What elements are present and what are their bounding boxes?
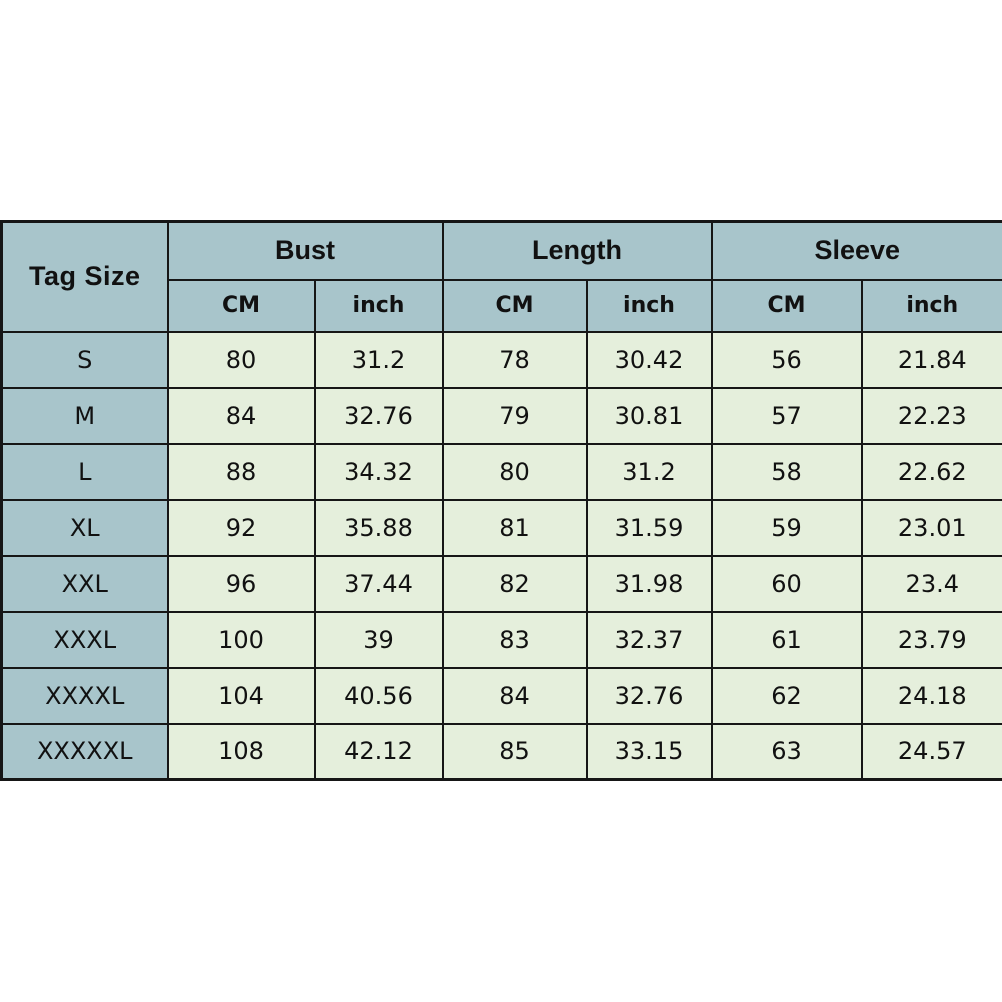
table-body bbox=[2, 332, 1002, 780]
table-header bbox=[2, 222, 1002, 332]
value-cell: 32.76 bbox=[587, 668, 712, 724]
value-cell: 88 bbox=[168, 444, 315, 500]
value-cell: 84 bbox=[443, 668, 587, 724]
size-cell: XL bbox=[2, 500, 168, 556]
value-cell: 23.01 bbox=[862, 500, 1002, 556]
value-cell: 62 bbox=[712, 668, 862, 724]
value-cell: 21.84 bbox=[862, 332, 1002, 388]
value-cell: 83 bbox=[443, 612, 587, 668]
value-cell: 104 bbox=[168, 668, 315, 724]
value-cell: 34.32 bbox=[315, 444, 443, 500]
value-cell: 85 bbox=[443, 724, 587, 780]
sub-header-length-cm: CM bbox=[443, 280, 587, 332]
value-cell: 92 bbox=[168, 500, 315, 556]
value-cell: 24.57 bbox=[862, 724, 1002, 780]
sub-header-sleeve-cm: CM bbox=[712, 280, 862, 332]
value-cell: 42.12 bbox=[315, 724, 443, 780]
value-cell: 57 bbox=[712, 388, 862, 444]
value-cell: 56 bbox=[712, 332, 862, 388]
header-group-row bbox=[2, 222, 1002, 280]
value-cell: 81 bbox=[443, 500, 587, 556]
value-cell: 23.79 bbox=[862, 612, 1002, 668]
table-row bbox=[2, 332, 1002, 388]
value-cell: 78 bbox=[443, 332, 587, 388]
size-chart-table bbox=[0, 220, 1002, 781]
value-cell: 80 bbox=[443, 444, 587, 500]
group-header-bust: Bust bbox=[168, 222, 443, 280]
value-cell: 24.18 bbox=[862, 668, 1002, 724]
table-row bbox=[2, 556, 1002, 612]
size-cell: M bbox=[2, 388, 168, 444]
value-cell: 22.62 bbox=[862, 444, 1002, 500]
value-cell: 31.98 bbox=[587, 556, 712, 612]
sub-header-bust-cm: CM bbox=[168, 280, 315, 332]
sub-header-sleeve-inch: inch bbox=[862, 280, 1002, 332]
size-cell: S bbox=[2, 332, 168, 388]
value-cell: 82 bbox=[443, 556, 587, 612]
table-row bbox=[2, 724, 1002, 780]
value-cell: 31.59 bbox=[587, 500, 712, 556]
value-cell: 96 bbox=[168, 556, 315, 612]
value-cell: 37.44 bbox=[315, 556, 443, 612]
table-row bbox=[2, 444, 1002, 500]
value-cell: 79 bbox=[443, 388, 587, 444]
value-cell: 30.81 bbox=[587, 388, 712, 444]
size-cell: XXL bbox=[2, 556, 168, 612]
table-row bbox=[2, 388, 1002, 444]
table-row bbox=[2, 612, 1002, 668]
value-cell: 59 bbox=[712, 500, 862, 556]
value-cell: 80 bbox=[168, 332, 315, 388]
size-cell: L bbox=[2, 444, 168, 500]
size-cell: XXXL bbox=[2, 612, 168, 668]
value-cell: 100 bbox=[168, 612, 315, 668]
corner-header-tag-size: Tag Size bbox=[2, 222, 168, 332]
sub-header-bust-inch: inch bbox=[315, 280, 443, 332]
value-cell: 61 bbox=[712, 612, 862, 668]
value-cell: 31.2 bbox=[587, 444, 712, 500]
group-header-sleeve: Sleeve bbox=[712, 222, 1002, 280]
value-cell: 60 bbox=[712, 556, 862, 612]
value-cell: 31.2 bbox=[315, 332, 443, 388]
group-header-length: Length bbox=[443, 222, 712, 280]
value-cell: 58 bbox=[712, 444, 862, 500]
table-row bbox=[2, 668, 1002, 724]
value-cell: 108 bbox=[168, 724, 315, 780]
size-cell: XXXXXL bbox=[2, 724, 168, 780]
value-cell: 22.23 bbox=[862, 388, 1002, 444]
value-cell: 35.88 bbox=[315, 500, 443, 556]
size-cell: XXXXL bbox=[2, 668, 168, 724]
value-cell: 63 bbox=[712, 724, 862, 780]
value-cell: 33.15 bbox=[587, 724, 712, 780]
value-cell: 40.56 bbox=[315, 668, 443, 724]
value-cell: 32.76 bbox=[315, 388, 443, 444]
sub-header-length-inch: inch bbox=[587, 280, 712, 332]
value-cell: 23.4 bbox=[862, 556, 1002, 612]
value-cell: 30.42 bbox=[587, 332, 712, 388]
value-cell: 32.37 bbox=[587, 612, 712, 668]
table-row bbox=[2, 500, 1002, 556]
value-cell: 84 bbox=[168, 388, 315, 444]
value-cell: 39 bbox=[315, 612, 443, 668]
